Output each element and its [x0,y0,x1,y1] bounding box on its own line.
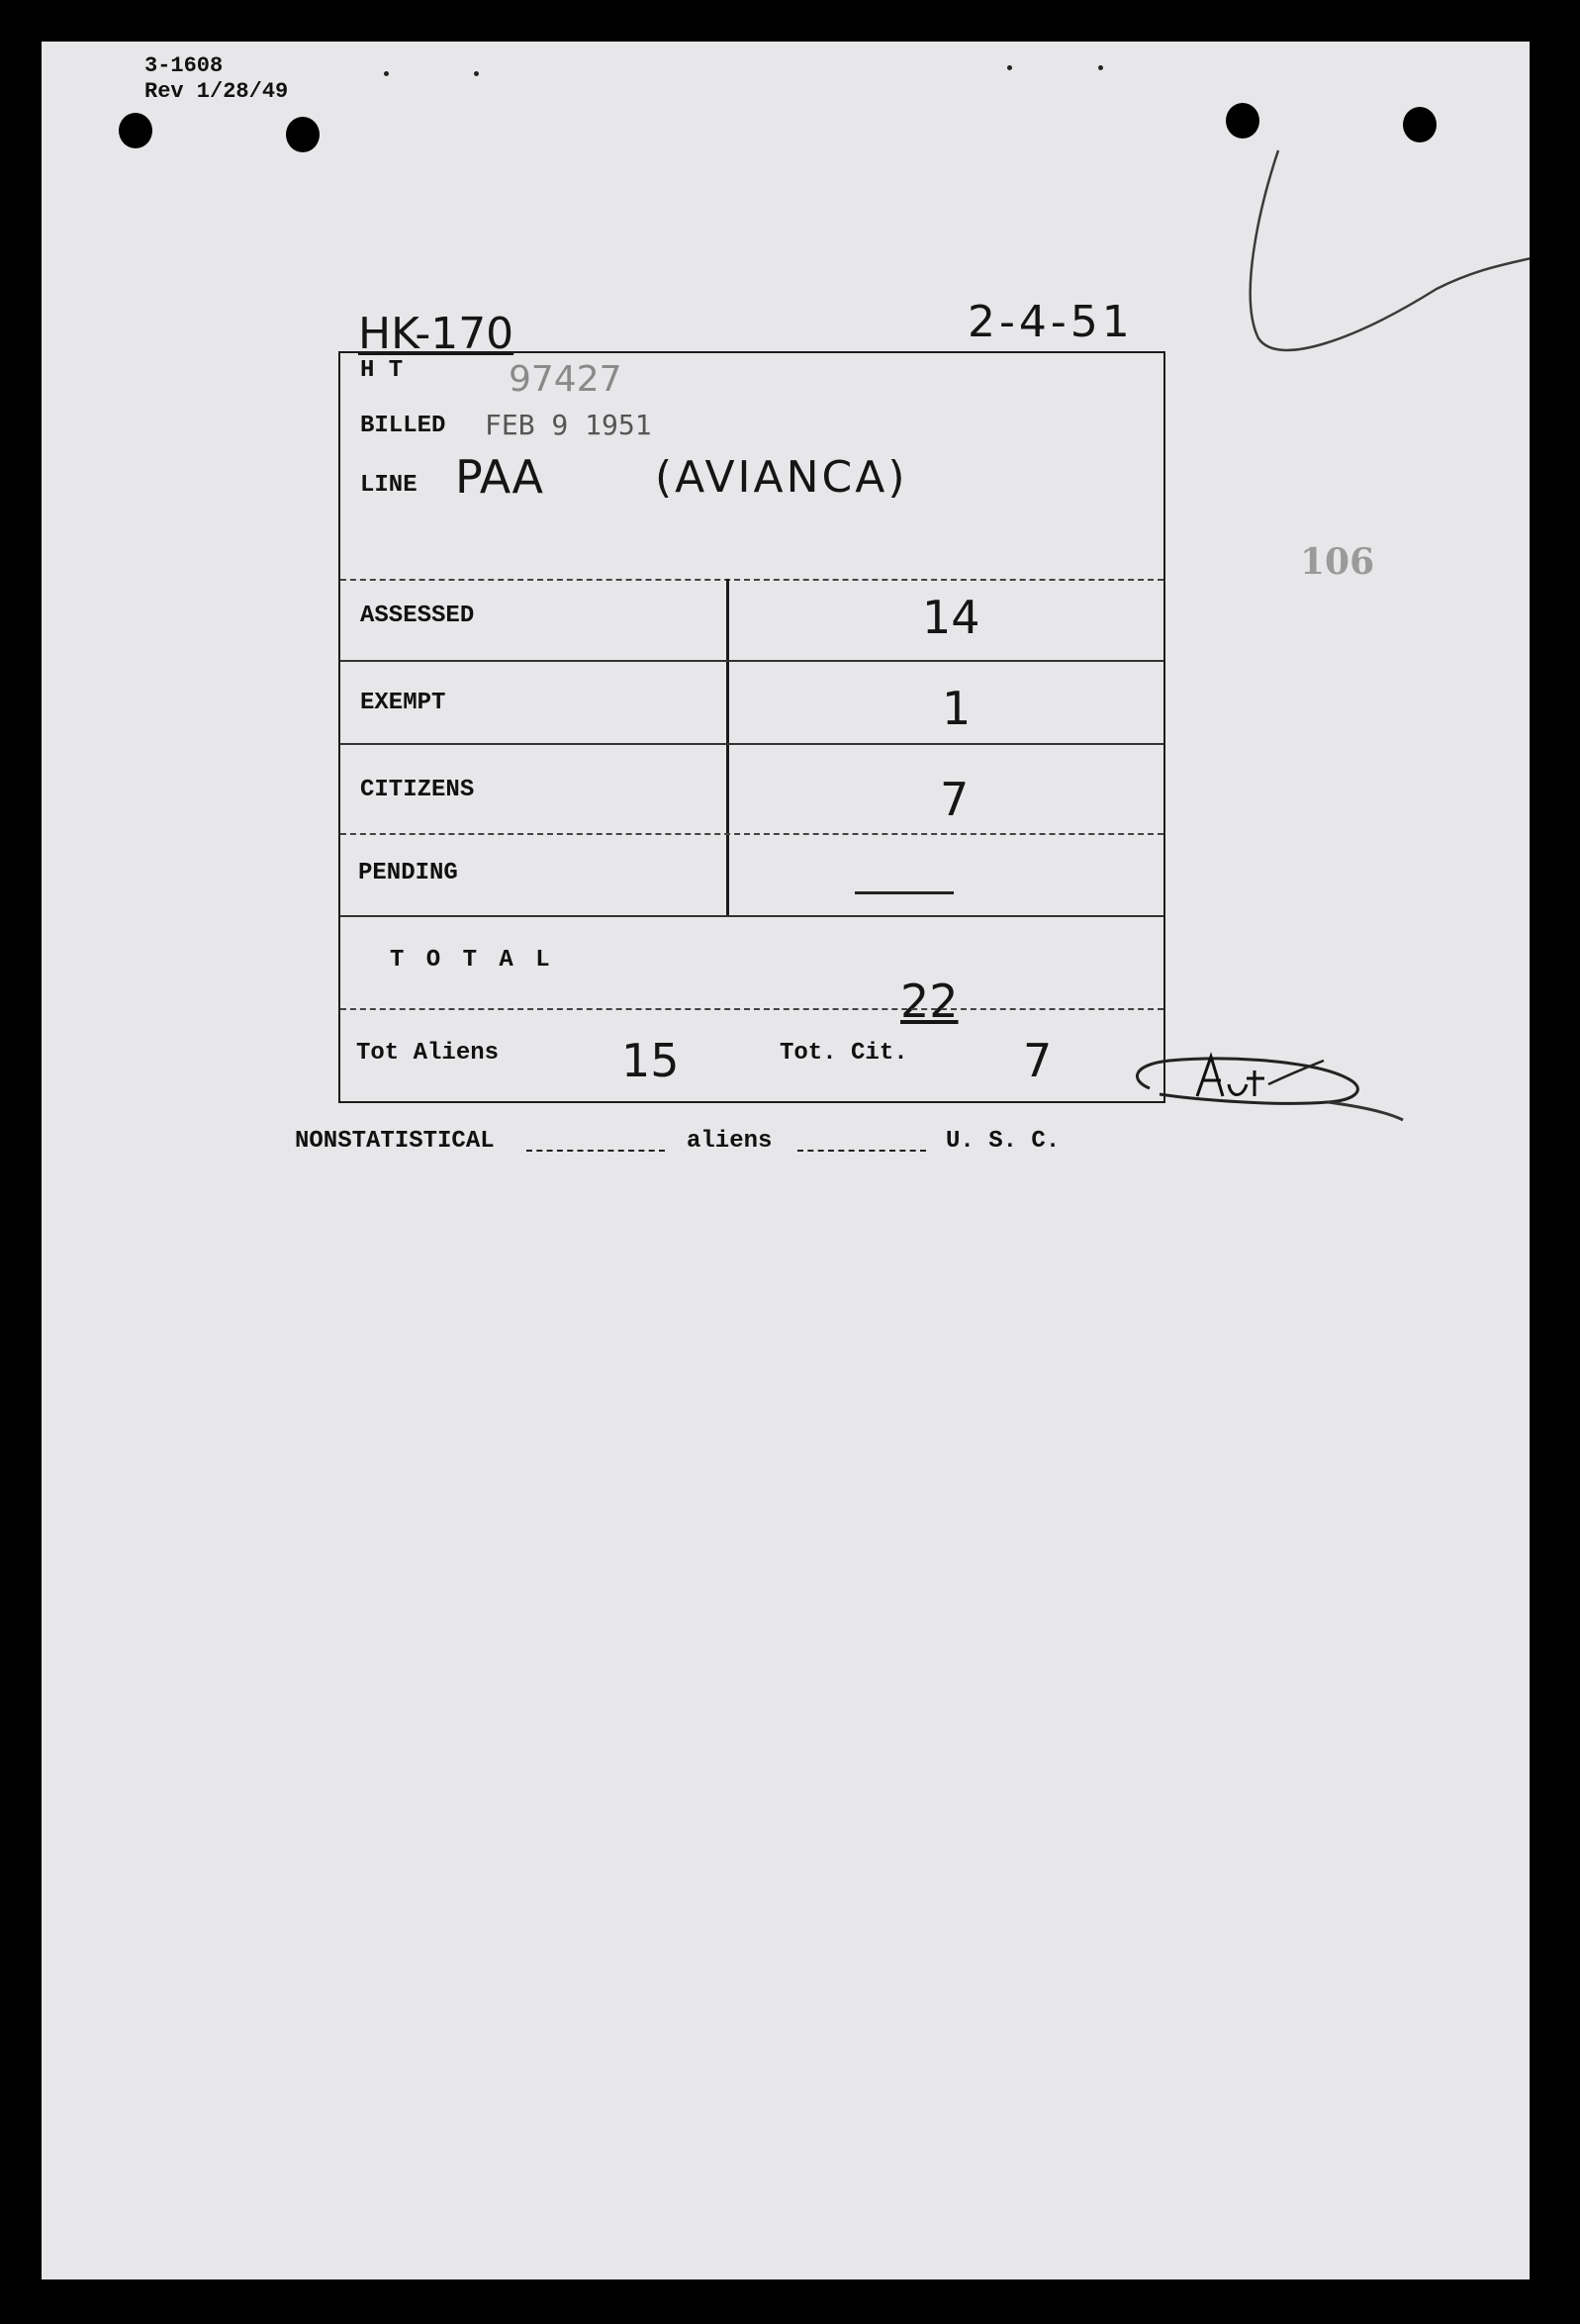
row-label-assessed: ASSESSED [360,603,475,629]
ht-number-stamp: 97427 [509,359,622,400]
divider [340,660,1163,662]
nonstatistical-blank [526,1150,665,1152]
punch-hole [1403,107,1437,142]
margin-page-number: 106 [1300,541,1375,583]
row-label-citizens: CITIZENS [360,777,475,803]
tot-aliens-value: 15 [621,1034,680,1087]
speck [1007,65,1012,70]
handwritten-initials-signature [1120,1041,1417,1140]
row-value-assessed: 14 [922,591,980,644]
aliens-blank [797,1150,926,1152]
line-value: PAA [455,450,544,504]
speck [1098,65,1103,70]
column-divider [726,579,729,915]
document-sheet [42,42,1530,2279]
aliens-label: aliens [687,1128,773,1155]
usc-label: U. S. C. [946,1128,1061,1155]
divider [340,833,1163,835]
total-value: 22 [900,975,959,1028]
tot-cit-label: Tot. Cit. [780,1040,908,1067]
punch-hole [1226,103,1259,139]
total-label: T O T A L [390,947,554,974]
form-revision: Rev 1/28/49 [144,79,289,104]
speck [474,71,479,76]
form-number: 3-1608 [144,53,224,78]
divider [340,1008,1163,1010]
pending-dash [855,891,954,894]
divider [340,743,1163,745]
row-label-exempt: EXEMPT [360,690,446,716]
divider [340,915,1163,917]
tot-cit-value: 7 [1023,1034,1053,1087]
row-label-pending: PENDING [358,860,458,886]
pencil-curve-mark [1239,140,1530,418]
tot-aliens-label: Tot Aliens [356,1040,500,1067]
line-label: LINE [360,472,418,499]
nonstatistical-label: NONSTATISTICAL [295,1128,495,1155]
row-value-citizens: 7 [940,773,970,826]
handwritten-code: HK-170 [358,309,514,359]
punch-hole [286,117,320,152]
row-value-exempt: 1 [942,682,972,735]
billed-label: BILLED [360,413,446,439]
form-box [338,351,1165,1103]
line-note: (AVIANCA) [655,452,908,503]
divider [340,579,1163,581]
speck [384,71,389,76]
billed-date-stamp: FEB 9 1951 [485,409,652,441]
handwritten-date: 2-4-51 [968,297,1134,347]
ht-label: H T [360,357,404,384]
punch-hole [119,113,152,148]
